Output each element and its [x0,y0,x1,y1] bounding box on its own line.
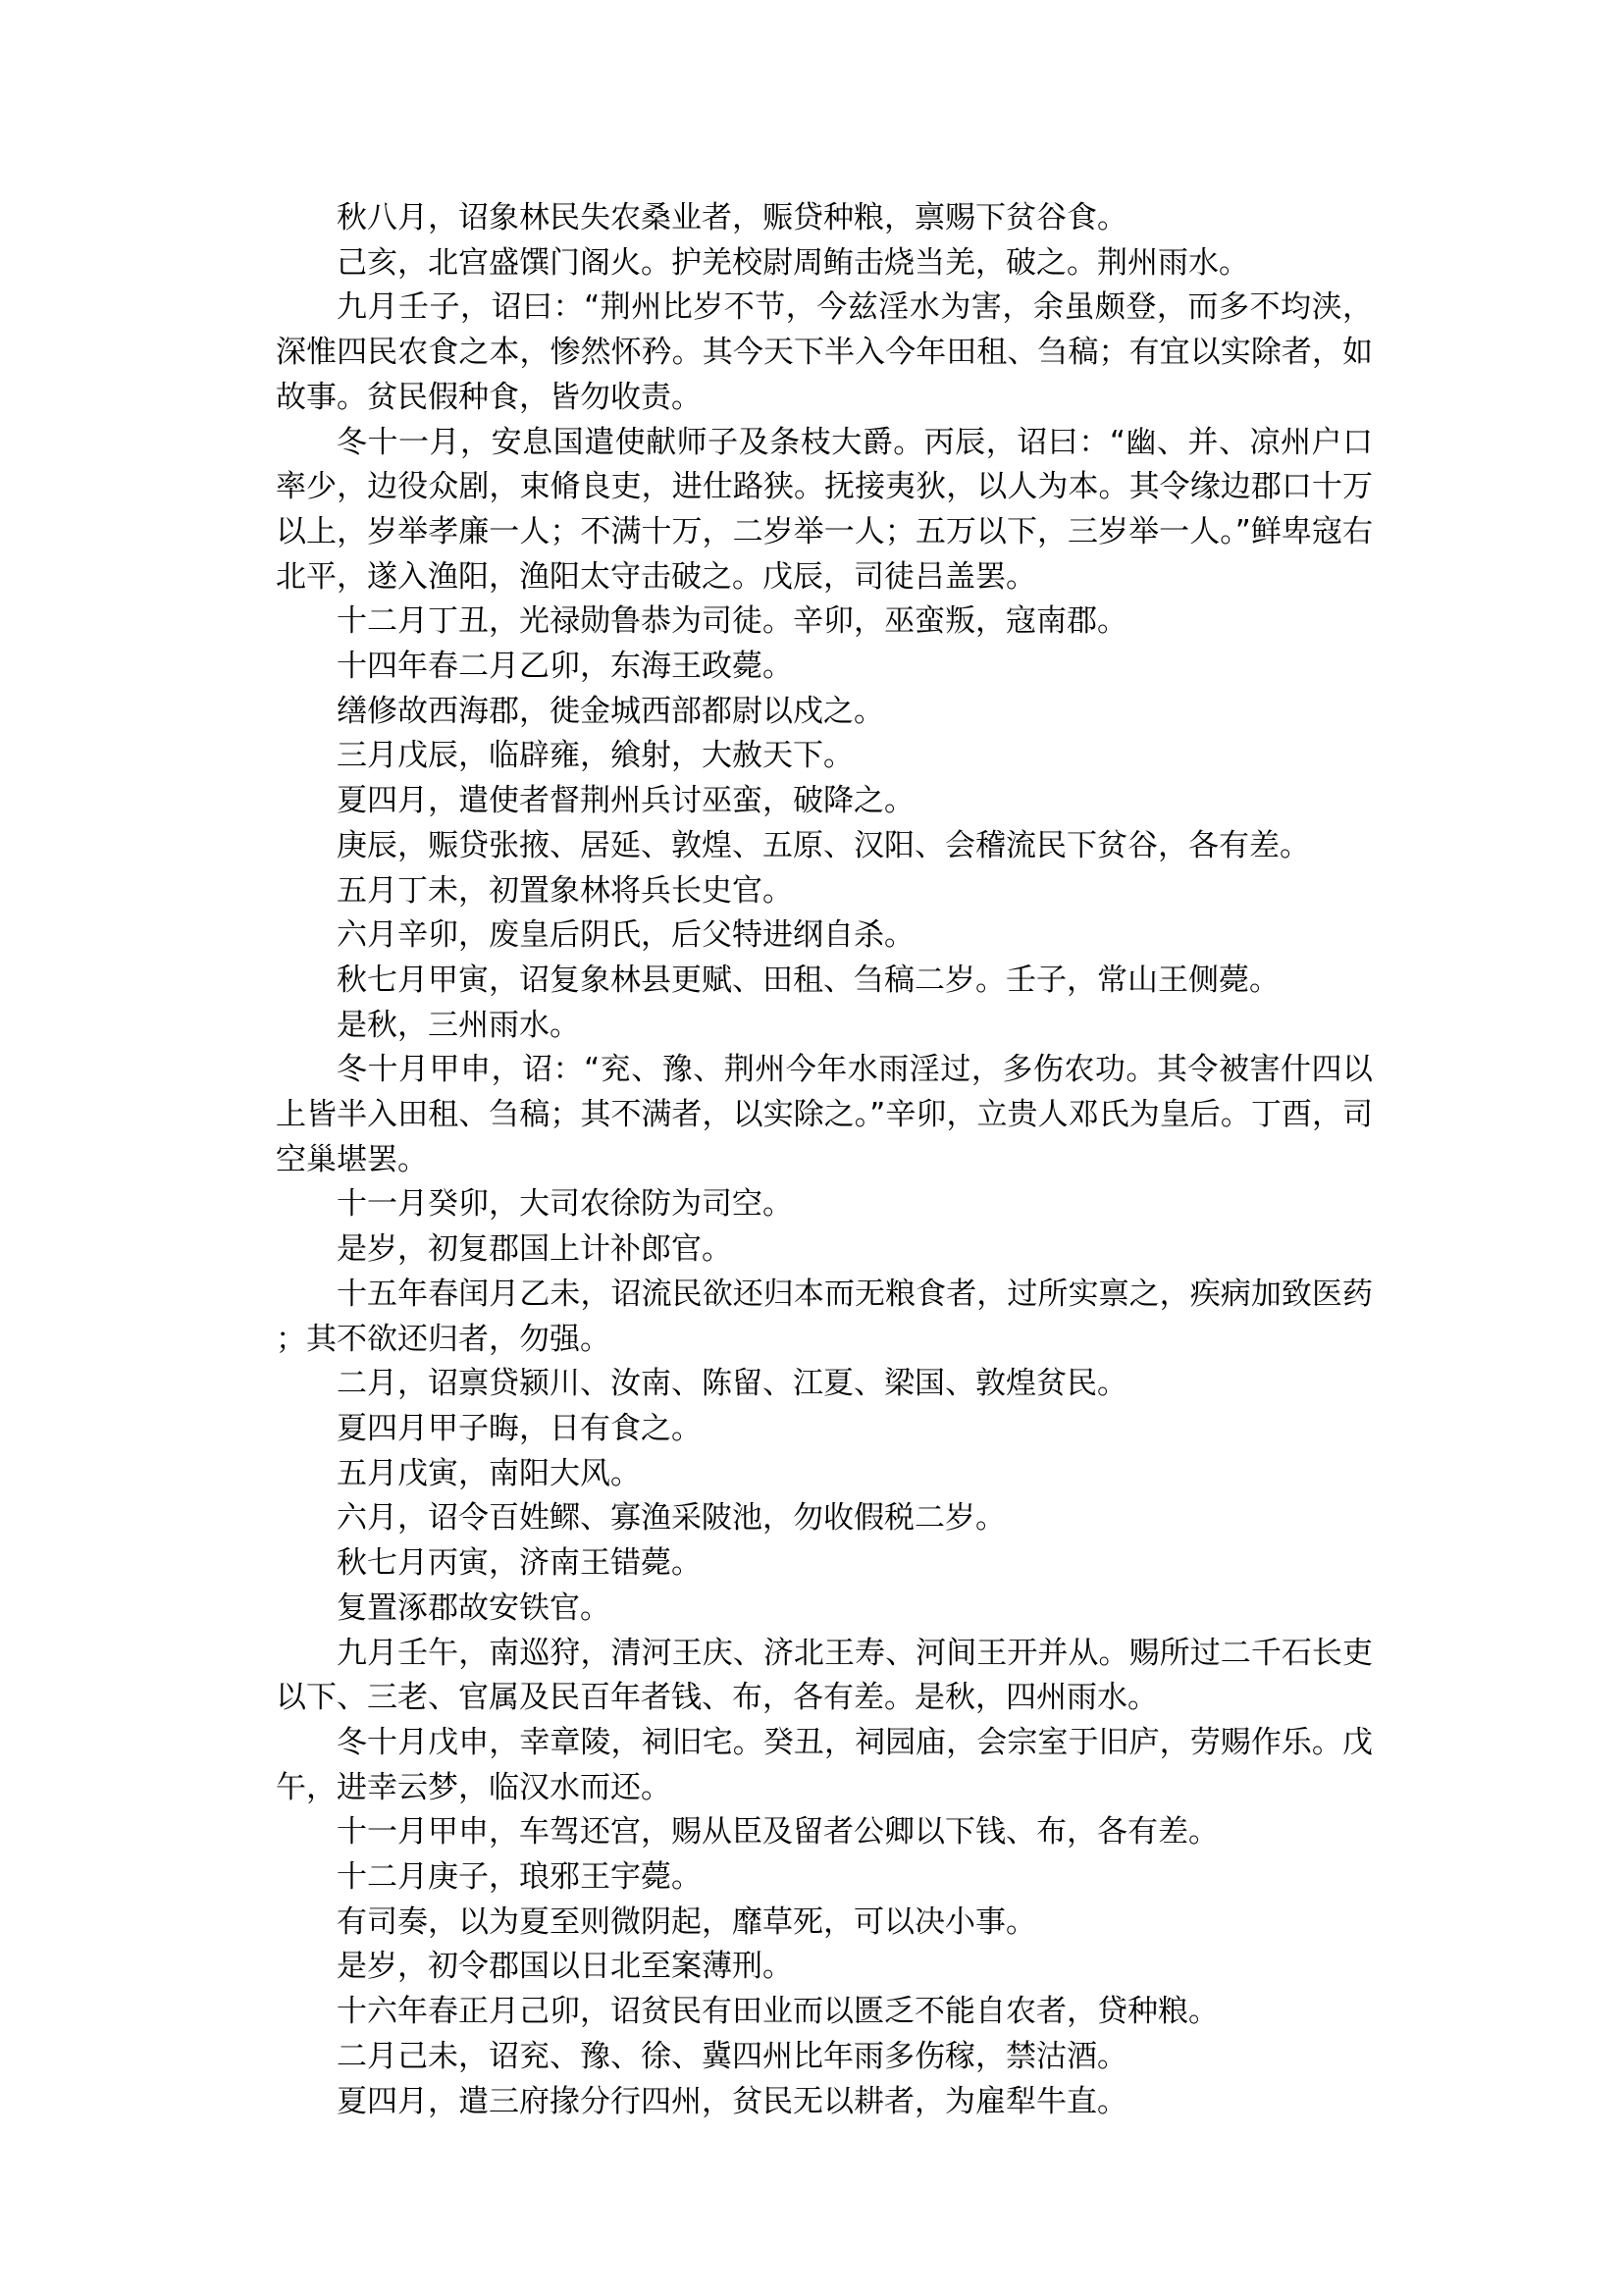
paragraph: 庚辰，赈贷张掖、居延、敦煌、五原、汉阳、会稽流民下贫谷，各有差。 [337,827,1310,863]
paragraph: 秋八月，诏象林民失农桑业者，赈贷种粮，禀赐下贫谷食。 [337,200,1127,235]
paragraph: 二月，诏禀贷颍川、汝南、陈留、江夏、梁国、敦煌贫民。 [337,1366,1127,1402]
paragraph: 夏四月，遣三府掾分行四州，贫民无以耕者，为雇犁牛直。 [337,2083,1127,2119]
paragraph: 六月辛卯，废皇后阴氏，后父特进纲自杀。 [337,917,915,954]
paragraph: 十四年春二月乙卯，东海王政薨。 [337,649,793,685]
paragraph: 五月丁未，初置象林将兵长史官。 [337,872,793,909]
paragraph: 己亥，北宫盛馔门阁火。护羌校尉周鲔击烧当羌，破之。荆州雨水。 [337,244,1249,281]
paragraph: 冬十月甲申，诏：“兖、豫、荆州今年水雨淫过，多伤农功。其令被害什四以上皆半入田租、刍稿；其不满者，以实除之。”辛卯，立贵人邓氏为皇后。丁酉，司空巢堪罢。 [276,1052,1373,1177]
paragraph: 十一月癸卯，大司农徐防为司空。 [337,1186,793,1223]
paragraph: 十二月庚子，琅邪王宇薨。 [337,1859,702,1896]
paragraph: 夏四月甲子晦，日有食之。 [337,1410,702,1446]
paragraph: 二月己未，诏兖、豫、徐、冀四州比年雨多伤稼，禁沽酒。 [337,2038,1127,2074]
paragraph: 有司奏，以为夏至则微阴起，靡草死，可以决小事。 [337,1903,1036,1940]
paragraph: 是秋，三州雨水。 [337,1007,580,1043]
paragraph: 十二月丁丑，光禄勋鲁恭为司徒。辛卯，巫蛮叛，寇南郡。 [337,603,1127,640]
paragraph: 十六年春正月己卯，诏贫民有田业而以匮乏不能自农者，贷种粮。 [337,1994,1219,2030]
paragraph: 九月壬午，南巡狩，清河王庆、济北王寿、河间王开并从。赐所过二千石长吏以下、三老、官属及民百年者钱、布，各有差。是秋，四州雨水。 [276,1635,1373,1716]
paragraph: 六月，诏令百姓鳏、寡渔采陂池，勿收假税二岁。 [337,1500,1006,1537]
paragraph: 是岁，初复郡国上计补郎官。 [337,1231,732,1268]
paragraph: 三月戊辰，临辟雍，飨射，大赦天下。 [337,738,854,774]
paragraph: 冬十月戊申，幸章陵，祠旧宅。癸丑，祠园庙，会宗室于旧庐，劳赐作乐。戊午，进幸云梦，临汉水而还。 [276,1724,1373,1805]
paragraph: 是岁，初令郡国以日北至案薄刑。 [337,1949,793,1985]
paragraph: 五月戊寅，南阳大风。 [337,1455,641,1491]
paragraph: 十五年春闰月乙未，诏流民欲还归本而无粮食者，过所实禀之，疾病加致医药；其不欲还归者，勿强。 [276,1276,1373,1357]
paragraph: 冬十一月，安息国遣使献师子及条枝大爵。丙辰，诏曰：“幽、并、凉州户口率少，边役众剧，束脩良吏，进仕路狭。抚接夷狄，以人为本。其令缘边郡口十万以上，岁举孝廉一人；不满十万，二岁举一人；五万以下，三岁举一人。”鲜卑寇右北平，遂入渔阳，渔阳太守击破之。戊辰，司徒吕盖罢。 [276,424,1373,595]
paragraph: 夏四月，遣使者督荆州兵讨巫蛮，破降之。 [337,783,915,819]
paragraph: 九月壬子，诏曰：“荆州比岁不节，今兹淫水为害，余虽颇登，而多不均浃，深惟四民农食之本，惨然怀矜。其今天下半入今年田租、刍稿；有宜以实除者，如故事。贫民假种食，皆勿收责。 [276,289,1373,415]
paragraph: 秋七月甲寅，诏复象林县更赋、田租、刍稿二岁。壬子，常山王侧薨。 [337,962,1280,998]
paragraph: 十一月甲申，车驾还宫，赐从臣及留者公卿以下钱、布，各有差。 [337,1814,1219,1851]
paragraph: 复置涿郡故安铁官。 [337,1590,610,1626]
paragraph: 秋七月丙寅，济南王错薨。 [337,1545,702,1582]
document-body [276,196,1373,2124]
paragraph: 缮修故西海郡，徙金城西部都尉以戍之。 [337,693,884,729]
